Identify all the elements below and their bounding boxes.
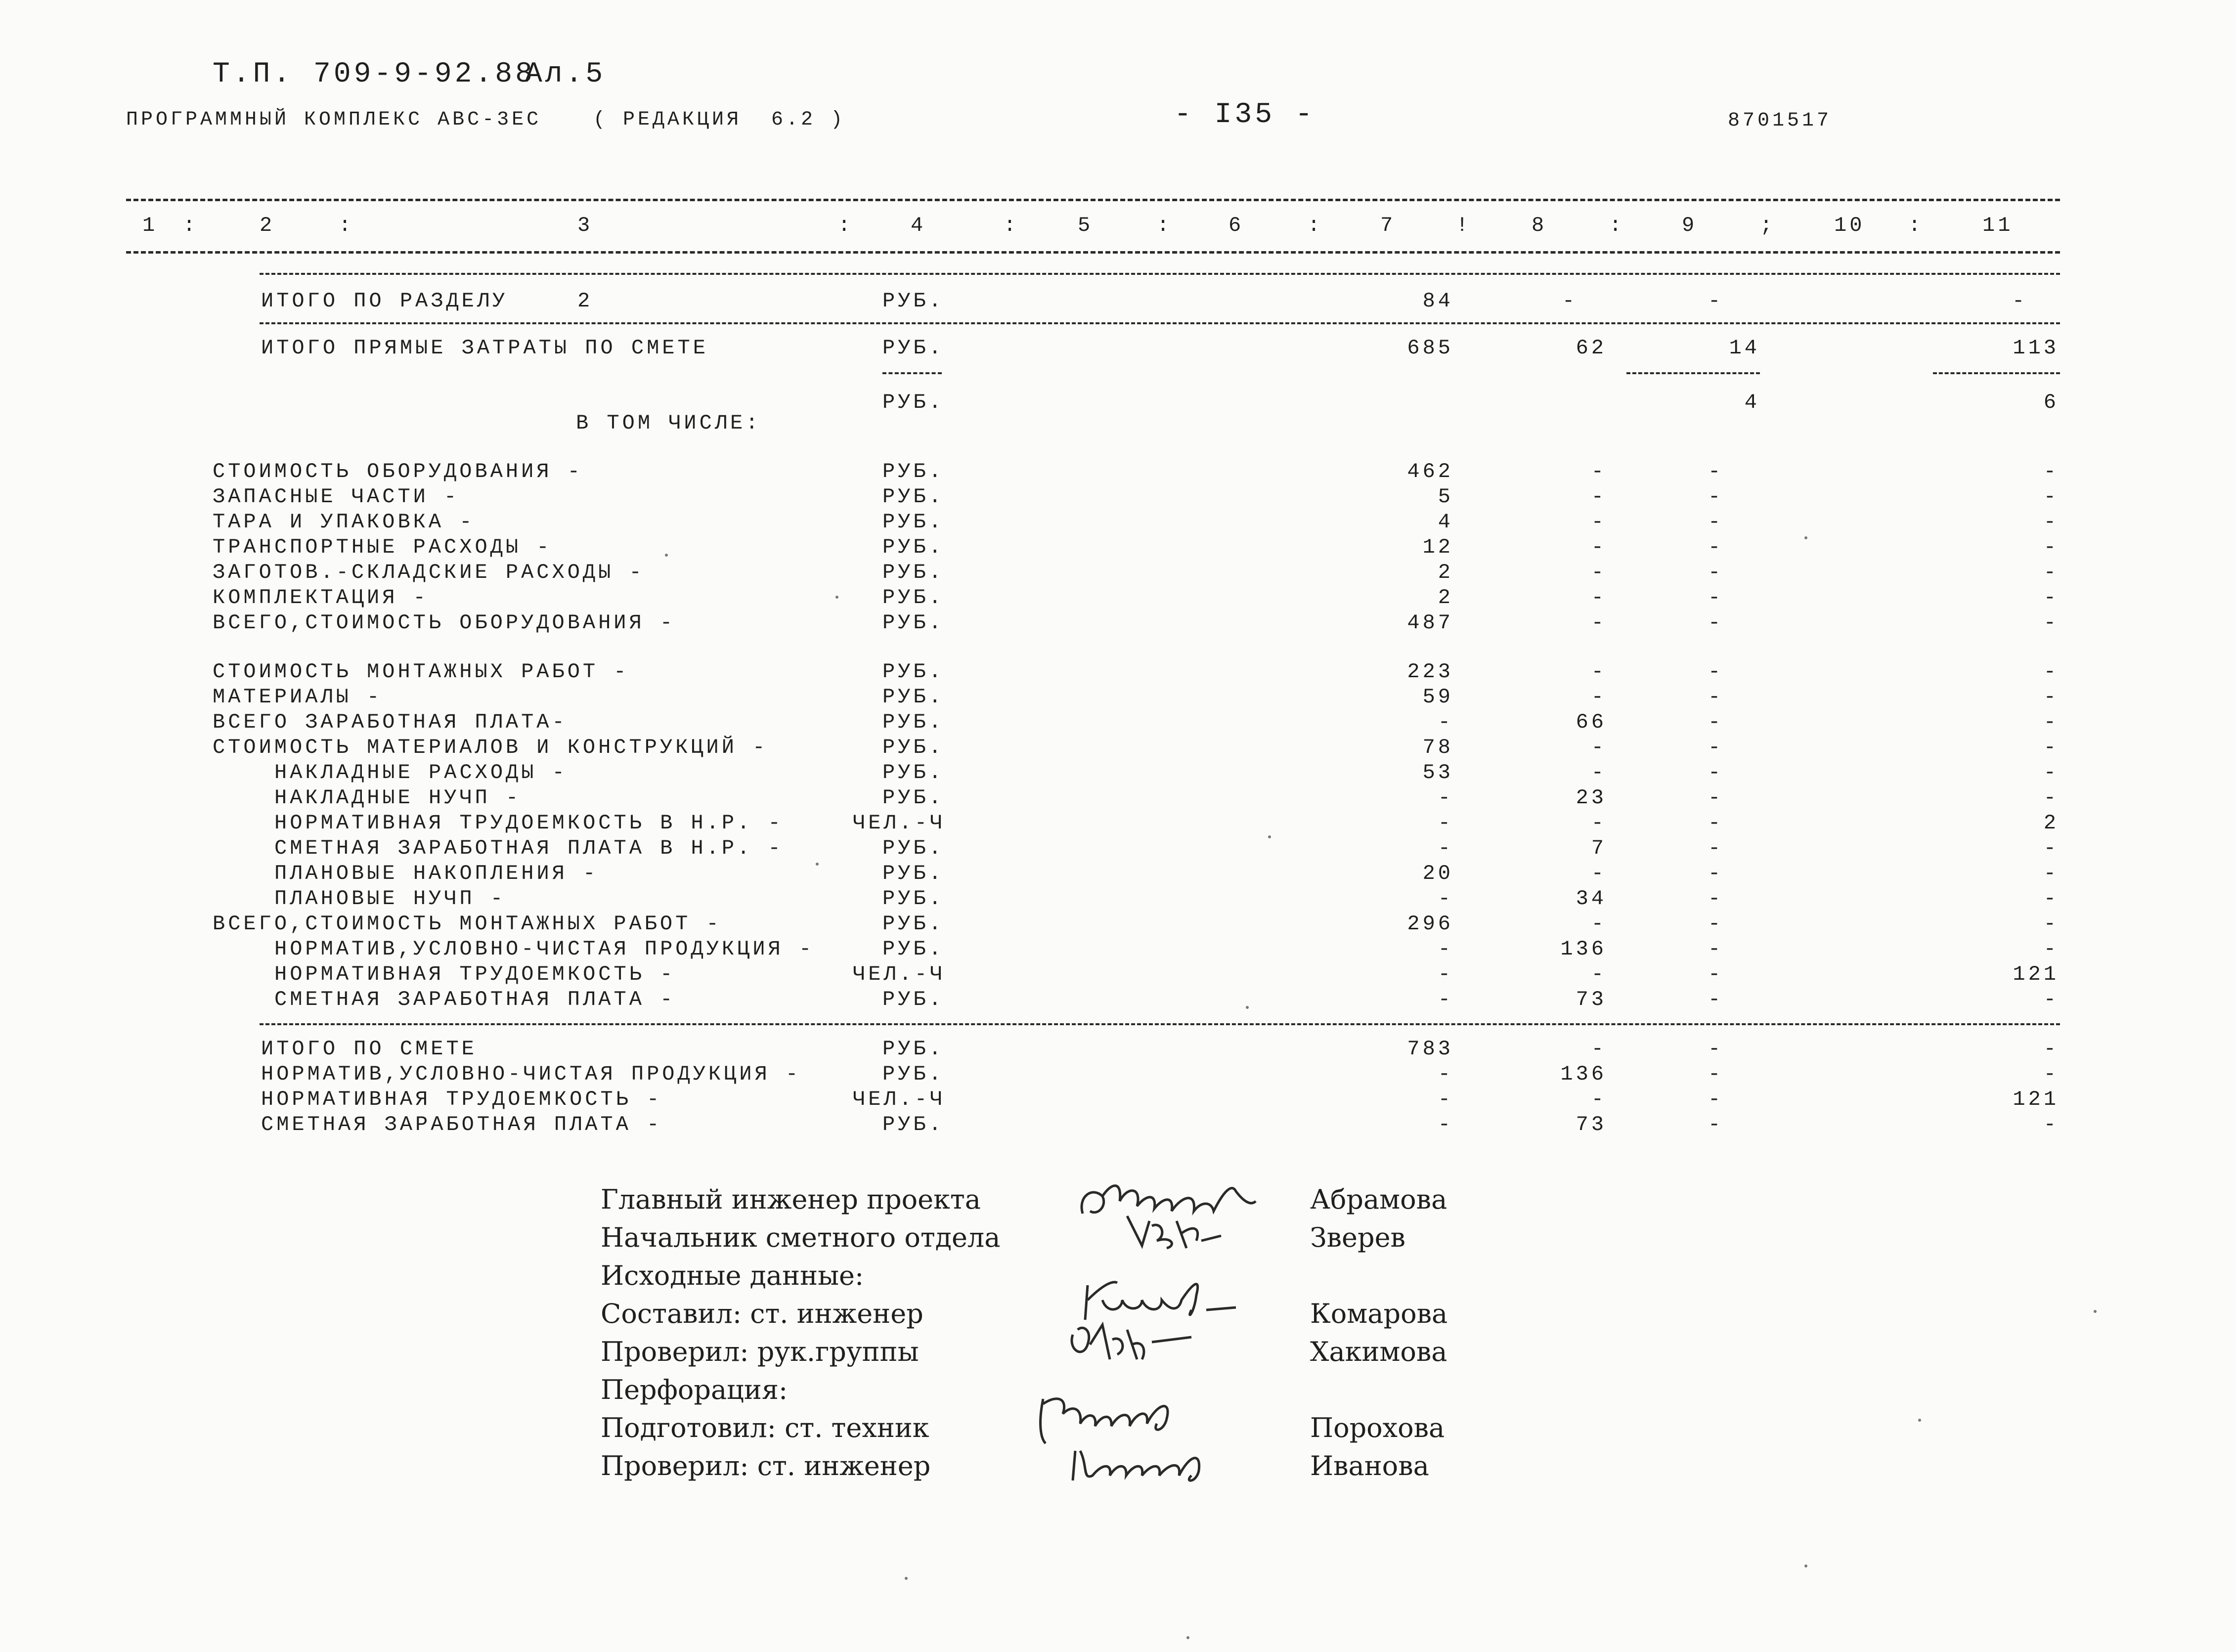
cell-col9: -: [1708, 988, 1724, 1011]
scan-speck: [2094, 1310, 2097, 1313]
cell-col7: -: [1438, 710, 1453, 734]
sheet-number: Ал.5: [525, 58, 606, 90]
cell-col9: -: [1708, 485, 1724, 509]
cell-col8: 23: [1576, 786, 1607, 810]
signature-role: Перфорация:: [601, 1374, 788, 1405]
cell-col9: 4: [1744, 391, 1760, 414]
cell-col7: -: [1438, 988, 1453, 1011]
cell-col9: -: [1708, 736, 1724, 759]
row-label: СМЕТНАЯ ЗАРАБОТНАЯ ПЛАТА -: [261, 1113, 662, 1136]
row-label: ТРАНСПОРТНЫЕ РАСХОДЫ -: [213, 535, 552, 559]
cell-col11: -: [2043, 561, 2059, 584]
page-number: - I35 -: [1174, 99, 1315, 131]
cell-col9: -: [1708, 1037, 1724, 1061]
row-label: СТОИМОСТЬ МАТЕРИАЛОВ И КОНСТРУКЦИЙ -: [213, 736, 768, 759]
cell-col7: 4: [1438, 510, 1453, 534]
row-unit: РУБ.: [882, 391, 944, 414]
row-unit: РУБ.: [882, 510, 944, 534]
cell-col9: -: [1708, 811, 1724, 835]
row-label: СМЕТНАЯ ЗАРАБОТНАЯ ПЛАТА -: [274, 988, 676, 1011]
handwritten-initials: [1122, 1206, 1231, 1256]
cell-col8: -: [1591, 535, 1607, 559]
column-number: 7: [1380, 214, 1396, 237]
unit-underline: [882, 372, 942, 374]
doc-reference: Т.П. 709-9-92.88: [213, 58, 535, 90]
cell-col8: 7: [1591, 836, 1607, 860]
row-label: НАКЛАДНЫЕ НУЧП -: [274, 786, 522, 810]
signature-role: Исходные данные:: [601, 1260, 864, 1291]
cell-col11: -: [2043, 937, 2059, 961]
column-separator: :: [1609, 214, 1625, 237]
header-bottom-rule: [126, 251, 2060, 254]
column-separator: :: [1908, 214, 1924, 237]
cell-col9: -: [1708, 836, 1724, 860]
cell-col7: -: [1438, 786, 1453, 810]
col9-underline: [1626, 372, 1760, 374]
row-unit: РУБ.: [882, 1037, 944, 1061]
total-rule: [260, 1023, 2060, 1025]
cell-col9: -: [1708, 962, 1724, 986]
cell-col7: 78: [1422, 736, 1453, 759]
cell-col8: -: [1591, 561, 1607, 584]
scan-speck: [835, 596, 838, 599]
handwritten-signature: [1063, 1436, 1231, 1490]
col11-underline: [1933, 372, 2060, 374]
cell-col9: -: [1708, 1113, 1724, 1136]
cell-col11: -: [2043, 710, 2059, 734]
cell-col7: -: [1438, 1087, 1453, 1111]
section-rule-top: [260, 273, 2060, 275]
row-unit: РУБ.: [882, 1113, 944, 1136]
row-label: ЗАГОТОВ.-СКЛАДСКИЕ РАСХОДЫ -: [213, 561, 645, 584]
including-caption: В ТОМ ЧИСЛЕ:: [576, 411, 761, 435]
cell-col9: -: [1708, 710, 1724, 734]
cell-col11: -: [2043, 460, 2059, 483]
cell-col9: -: [1708, 611, 1724, 635]
cell-col9: -: [1708, 660, 1724, 684]
row-unit: РУБ.: [882, 937, 944, 961]
cell-col7: -: [1438, 836, 1453, 860]
cell-col9: -: [1708, 586, 1724, 609]
cell-col7: 5: [1438, 485, 1453, 509]
scan-speck: [816, 863, 819, 866]
scan-speck: [1804, 536, 1807, 539]
cell-col11: -: [2012, 289, 2028, 313]
cell-col11: -: [2043, 1062, 2059, 1086]
cell-col8: -: [1591, 1037, 1607, 1061]
cell-col8: -: [1591, 510, 1607, 534]
section-number: 2: [577, 289, 593, 313]
cell-col9: -: [1708, 937, 1724, 961]
cell-col7: 2: [1438, 561, 1453, 584]
row-unit: РУБ.: [882, 535, 944, 559]
row-label: НОРМАТИВ,УСЛОВНО-ЧИСТАЯ ПРОДУКЦИЯ -: [261, 1062, 801, 1086]
cell-col8: -: [1591, 962, 1607, 986]
scan-speck: [1268, 835, 1271, 838]
cell-col11: -: [2043, 988, 2059, 1011]
row-unit: ЧЕЛ.-Ч: [853, 1087, 946, 1111]
row-label: ЗАПАСНЫЕ ЧАСТИ -: [213, 485, 460, 509]
column-number: 11: [1982, 214, 2014, 237]
cell-col11: 113: [2013, 336, 2059, 360]
cell-col9: -: [1708, 912, 1724, 936]
column-number: 8: [1532, 214, 1547, 237]
row-unit: РУБ.: [882, 836, 944, 860]
column-separator: :: [339, 214, 354, 237]
cell-col9: -: [1708, 289, 1724, 313]
cell-col11: -: [2043, 836, 2059, 860]
cell-col9: -: [1708, 1087, 1724, 1111]
row-label: СТОИМОСТЬ ОБОРУДОВАНИЯ -: [213, 460, 583, 483]
signature-role: Проверил: рук.группы: [601, 1336, 919, 1367]
cell-col8: 73: [1576, 1113, 1607, 1136]
cell-col7: 12: [1422, 535, 1453, 559]
column-number: 5: [1078, 214, 1094, 237]
signature-name: Иванова: [1310, 1450, 1429, 1481]
row-unit: РУБ.: [882, 887, 944, 911]
cell-col7: -: [1438, 1113, 1453, 1136]
cell-col8: -: [1591, 912, 1607, 936]
signature-name: Комарова: [1310, 1298, 1448, 1329]
row-unit: РУБ.: [882, 710, 944, 734]
scan-speck: [1804, 1565, 1807, 1567]
cell-col7: 487: [1407, 611, 1453, 635]
cell-col7: -: [1438, 962, 1453, 986]
cell-col9: -: [1708, 510, 1724, 534]
header-top-rule: [126, 199, 2060, 201]
row-label: НОРМАТИВНАЯ ТРУДОЕМКОСТЬ -: [261, 1087, 662, 1111]
section-rule-bottom: [260, 322, 2060, 324]
row-label: НОРМАТИВ,УСЛОВНО-ЧИСТАЯ ПРОДУКЦИЯ -: [274, 937, 815, 961]
signature-role: Начальник сметного отдела: [601, 1222, 1001, 1253]
cell-col9: -: [1708, 887, 1724, 911]
cell-col8: -: [1591, 761, 1607, 784]
row-label: НОРМАТИВНАЯ ТРУДОЕМКОСТЬ В Н.Р. -: [274, 811, 784, 835]
row-unit: РУБ.: [882, 761, 944, 784]
column-separator: :: [1308, 214, 1323, 237]
cell-col8: 66: [1576, 710, 1607, 734]
signature-role: Главный инженер проекта: [601, 1184, 981, 1215]
cell-col11: -: [2043, 660, 2059, 684]
row-unit: РУБ.: [882, 289, 944, 313]
row-label: НОРМАТИВНАЯ ТРУДОЕМКОСТЬ -: [274, 962, 676, 986]
row-label: НАКЛАДНЫЕ РАСХОДЫ -: [274, 761, 568, 784]
cell-col11: -: [2043, 586, 2059, 609]
signature-role: Проверил: ст. инженер: [601, 1450, 931, 1481]
signature-name: Абрамова: [1310, 1184, 1447, 1215]
cell-col11: -: [2043, 761, 2059, 784]
scan-speck: [1186, 1636, 1189, 1639]
row-unit: РУБ.: [882, 485, 944, 509]
row-unit: РУБ.: [882, 862, 944, 885]
cell-col11: -: [2043, 685, 2059, 709]
cell-col8: 136: [1560, 1062, 1607, 1086]
row-unit: РУБ.: [882, 611, 944, 635]
cell-col8: -: [1562, 289, 1578, 313]
row-label: СТОИМОСТЬ МОНТАЖНЫХ РАБОТ -: [213, 660, 629, 684]
cell-col8: 34: [1576, 887, 1607, 911]
cell-col11: -: [2043, 862, 2059, 885]
cell-col9: -: [1708, 761, 1724, 784]
row-unit: РУБ.: [882, 660, 944, 684]
column-number: 2: [260, 214, 275, 237]
row-label: ВСЕГО ЗАРАБОТНАЯ ПЛАТА-: [213, 710, 568, 734]
cell-col11: -: [2043, 611, 2059, 635]
cell-col7: 783: [1407, 1037, 1453, 1061]
cell-col7: 84: [1422, 289, 1453, 313]
program-edition: ( РЕДАКЦИЯ 6.2 ): [593, 109, 846, 131]
cell-col9: -: [1708, 535, 1724, 559]
column-number: 6: [1228, 214, 1244, 237]
signature-name: Порохова: [1310, 1412, 1445, 1443]
cell-col8: -: [1591, 586, 1607, 609]
cell-col8: 136: [1560, 937, 1607, 961]
row-label: МАТЕРИАЛЫ -: [213, 685, 383, 709]
column-number: 4: [911, 214, 926, 237]
row-label: СМЕТНАЯ ЗАРАБОТНАЯ ПЛАТА В Н.Р. -: [274, 836, 784, 860]
cell-col11: 121: [2013, 962, 2059, 986]
cell-col8: -: [1591, 460, 1607, 483]
cell-col11: 121: [2013, 1087, 2059, 1111]
program-name: ПРОГРАММНЫЙ КОМПЛЕКС АВС-3ЕС: [126, 109, 542, 131]
cell-col11: -: [2043, 736, 2059, 759]
cell-col8: -: [1591, 660, 1607, 684]
row-label: ТАРА И УПАКОВКА -: [213, 510, 475, 534]
cell-col11: -: [2043, 1037, 2059, 1061]
cell-col7: 53: [1422, 761, 1453, 784]
cell-col8: -: [1591, 611, 1607, 635]
row-unit: РУБ.: [882, 988, 944, 1011]
cell-col8: 62: [1576, 336, 1607, 360]
column-separator: :: [183, 214, 199, 237]
scan-speck: [1918, 1419, 1921, 1422]
document-code: 8701517: [1728, 110, 1832, 132]
cell-col7: 59: [1422, 685, 1453, 709]
cell-col8: -: [1591, 1087, 1607, 1111]
row-label: ПЛАНОВЫЕ НУЧП -: [274, 887, 506, 911]
signature-name: Зверев: [1310, 1222, 1405, 1253]
column-separator: :: [1004, 214, 1019, 237]
row-unit: РУБ.: [882, 460, 944, 483]
cell-col7: 462: [1407, 460, 1453, 483]
scan-speck: [1246, 1006, 1249, 1009]
cell-col11: -: [2043, 912, 2059, 936]
row-label: ИТОГО ПРЯМЫЕ ЗАТРАТЫ ПО СМЕТЕ: [261, 336, 708, 360]
cell-col11: 6: [2043, 391, 2059, 414]
row-unit: РУБ.: [882, 912, 944, 936]
row-unit: РУБ.: [882, 1062, 944, 1086]
cell-col9: -: [1708, 685, 1724, 709]
cell-col7: 296: [1407, 912, 1453, 936]
cell-col11: -: [2043, 1113, 2059, 1136]
cell-col7: -: [1438, 1062, 1453, 1086]
column-number: 10: [1834, 214, 1865, 237]
cell-col7: 685: [1407, 336, 1453, 360]
cell-col7: 2: [1438, 586, 1453, 609]
cell-col11: -: [2043, 485, 2059, 509]
cell-col9: 14: [1729, 336, 1760, 360]
cell-col11: -: [2043, 510, 2059, 534]
column-number: 3: [577, 214, 593, 237]
row-label: ВСЕГО,СТОИМОСТЬ ОБОРУДОВАНИЯ -: [213, 611, 676, 635]
column-separator: !: [1456, 214, 1472, 237]
cell-col11: -: [2043, 535, 2059, 559]
row-label: ПЛАНОВЫЕ НАКОПЛЕНИЯ -: [274, 862, 599, 885]
column-separator: :: [838, 214, 854, 237]
cell-col8: -: [1591, 862, 1607, 885]
cell-col7: 223: [1407, 660, 1453, 684]
cell-col8: -: [1591, 811, 1607, 835]
signature-role: Составил: ст. инженер: [601, 1298, 923, 1329]
cell-col11: -: [2043, 887, 2059, 911]
cell-col7: -: [1438, 887, 1453, 911]
row-unit: РУБ.: [882, 736, 944, 759]
signature-role: Подготовил: ст. техник: [601, 1412, 929, 1443]
cell-col9: -: [1708, 561, 1724, 584]
row-label: КОМПЛЕКТАЦИЯ -: [213, 586, 429, 609]
signature-name: Хакимова: [1310, 1336, 1447, 1367]
cell-col8: 73: [1576, 988, 1607, 1011]
handwritten-initials: [1063, 1315, 1211, 1369]
row-label: ИТОГО ПО РАЗДЕЛУ: [261, 289, 508, 313]
row-unit: ЧЕЛ.-Ч: [853, 962, 946, 986]
column-separator: :: [1157, 214, 1173, 237]
row-unit: ЧЕЛ.-Ч: [853, 811, 946, 835]
row-unit: РУБ.: [882, 586, 944, 609]
column-number: 1: [142, 214, 158, 237]
cell-col8: -: [1591, 485, 1607, 509]
row-unit: РУБ.: [882, 786, 944, 810]
cell-col11: 2: [2043, 811, 2059, 835]
cell-col9: -: [1708, 786, 1724, 810]
cell-col9: -: [1708, 862, 1724, 885]
cell-col11: -: [2043, 786, 2059, 810]
row-unit: РУБ.: [882, 685, 944, 709]
cell-col8: -: [1591, 736, 1607, 759]
row-unit: РУБ.: [882, 561, 944, 584]
scan-speck: [665, 554, 668, 557]
cell-col7: 20: [1422, 862, 1453, 885]
row-unit: РУБ.: [882, 336, 944, 360]
cell-col8: -: [1591, 685, 1607, 709]
column-number: 9: [1682, 214, 1698, 237]
scan-speck: [905, 1577, 908, 1580]
cell-col9: -: [1708, 1062, 1724, 1086]
cell-col7: -: [1438, 811, 1453, 835]
column-separator: ;: [1760, 214, 1776, 237]
cell-col9: -: [1708, 460, 1724, 483]
row-label: ВСЕГО,СТОИМОСТЬ МОНТАЖНЫХ РАБОТ -: [213, 912, 722, 936]
cell-col7: -: [1438, 937, 1453, 961]
row-label: ИТОГО ПО СМЕТЕ: [261, 1037, 477, 1061]
